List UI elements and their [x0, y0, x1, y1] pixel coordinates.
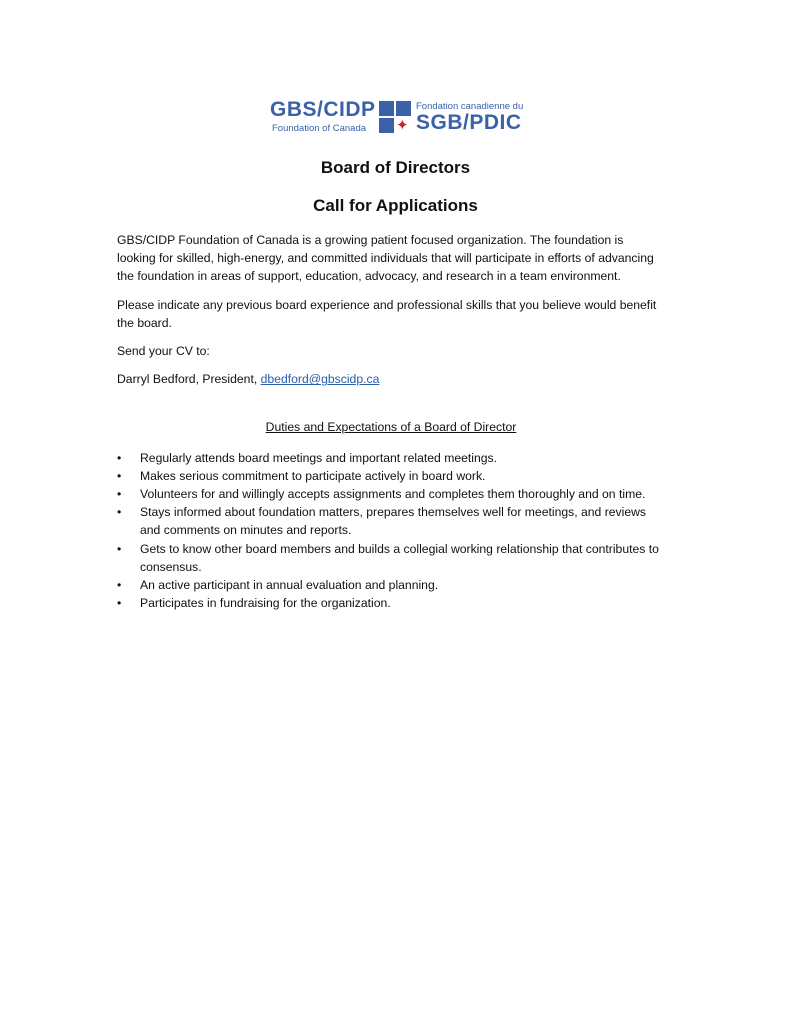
intro-paragraph: GBS/CIDP Foundation of Canada is a growing patient focused organization. The foundation is looking for skilled, high-energy, and committed individuals that will participate in efforts of advancing the foundation in areas of support, education, advocacy, and research in a team environment. — [117, 233, 654, 284]
duty-text: An active participant in annual evaluation and planning. — [140, 578, 439, 593]
list-item — [117, 540, 665, 576]
send-cv-label: Send your CV to: — [117, 344, 210, 359]
contact-name: Darryl Bedford, President, — [117, 372, 261, 387]
logo-fr-name: SGB/PDIC — [416, 111, 522, 134]
list-item — [117, 485, 665, 503]
contact-email-link[interactable]: dbedford@gbscidp.ca — [260, 372, 380, 387]
bullet: • — [117, 505, 122, 520]
bullet: • — [117, 596, 122, 611]
experience-paragraph: Please indicate any previous board experience and professional skills that you believe would benefit the board. — [117, 297, 657, 330]
duties-heading: Duties and Expectations of a Board of Director — [265, 420, 517, 435]
logo-square — [396, 101, 411, 116]
foundation-logo — [268, 98, 530, 140]
duty-text: Stays informed about foundation matters, prepares themselves well for meetings, and reviews and comments on minutes and reports. — [140, 505, 647, 538]
list-item — [117, 503, 665, 539]
page-subtitle: Call for Applications — [313, 196, 478, 215]
bullet: • — [117, 450, 122, 465]
bullet: • — [117, 541, 122, 556]
page-title: Board of Directors — [320, 158, 471, 177]
duty-text: Gets to know other board members and builds a collegial working relationship that contributes to consensus. — [140, 541, 659, 574]
list-item — [117, 467, 665, 485]
duty-text: Makes serious commitment to participate actively in board work. — [140, 468, 486, 483]
contact-line — [117, 370, 665, 388]
logo-en-name: GBS/CIDP — [270, 98, 376, 121]
logo-square — [379, 118, 394, 133]
list-item — [117, 449, 665, 467]
bullet: • — [117, 578, 122, 593]
logo-fr-subtitle: Fondation canadienne du — [416, 101, 524, 112]
logo-en-subtitle: Foundation of Canada — [272, 123, 367, 134]
bullet: • — [117, 487, 122, 502]
document-body — [117, 231, 665, 612]
list-item — [117, 576, 665, 594]
duty-text: Volunteers for and willingly accepts assignments and completes them thoroughly and on time. — [140, 487, 646, 502]
maple-leaf-icon: ✦ — [396, 117, 409, 134]
duties-list — [117, 449, 665, 613]
bullet: • — [117, 468, 122, 483]
list-item — [117, 594, 665, 612]
logo-square — [379, 101, 394, 116]
duty-text: Regularly attends board meetings and important related meetings. — [140, 450, 498, 465]
duty-text: Participates in fundraising for the organization. — [140, 596, 391, 611]
